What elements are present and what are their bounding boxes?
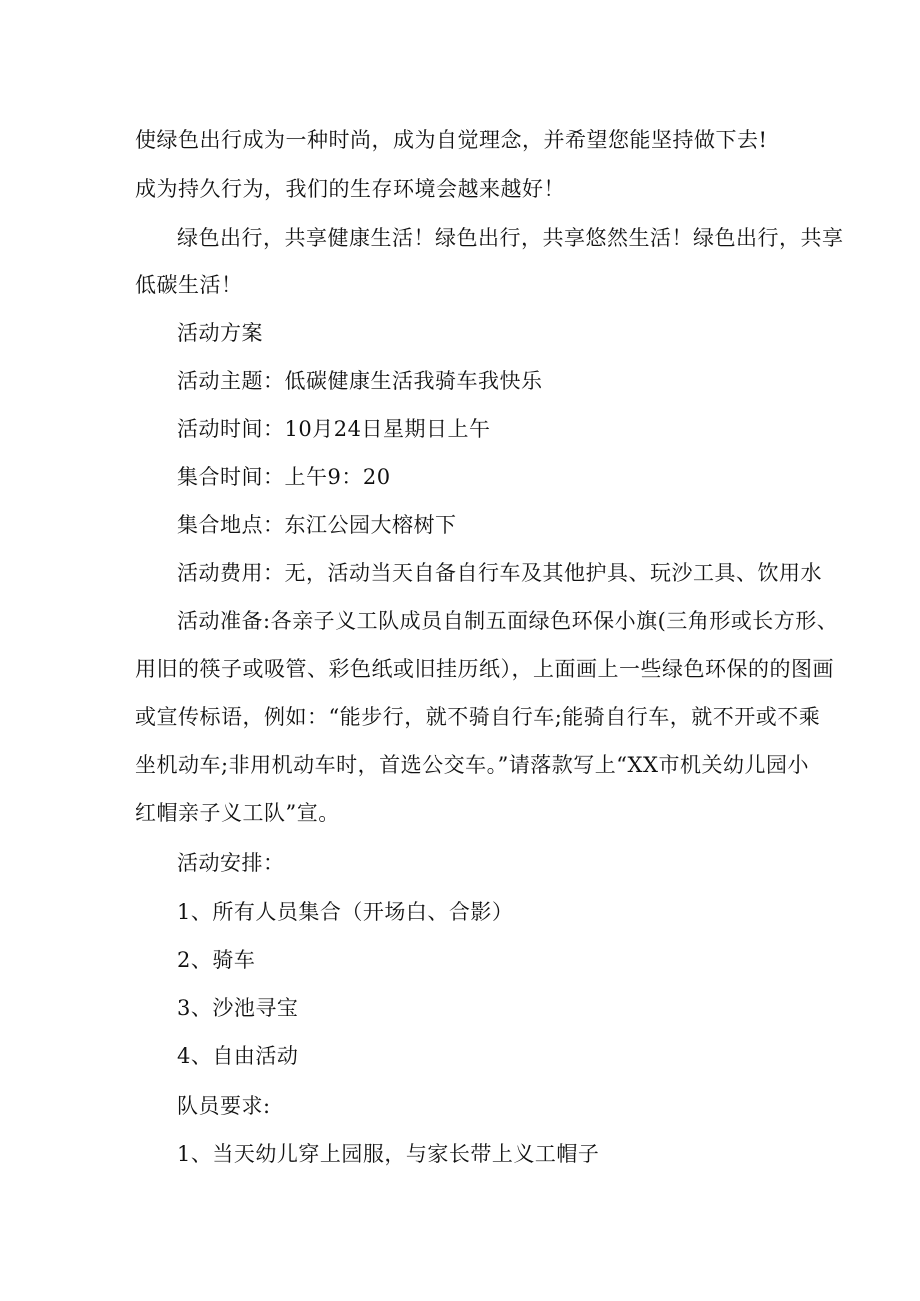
activity-cost: 活动费用：无，活动当天自备自行车及其他护具、玩沙工具、饮用水 bbox=[177, 561, 822, 585]
paragraph-line: 绿色出行，共享健康生活！绿色出行，共享悠然生活！绿色出行，共享 bbox=[177, 226, 844, 250]
activity-preparation: 活动准备:各亲子义工队成员自制五面绿色环保小旗(三角形或长方形、 bbox=[177, 609, 839, 633]
gathering-time: 集合时间：上午9：20 bbox=[177, 465, 391, 489]
activity-time: 活动时间：10月24日星期日上午 bbox=[177, 417, 491, 441]
requirement-item: 1、当天幼儿穿上园服，与家长带上义工帽子 bbox=[177, 1142, 600, 1166]
paragraph-line: 用旧的筷子或吸管、彩色纸或旧挂历纸），上面画上一些绿色环保的的图画 bbox=[135, 657, 834, 681]
paragraph-line: 使绿色出行成为一种时尚，成为自觉理念，并希望您能坚持做下去! bbox=[135, 128, 768, 152]
schedule-item: 1、所有人员集合（开场白、合影） bbox=[177, 900, 514, 924]
paragraph-line: 红帽亲子义工队”宣。 bbox=[135, 801, 340, 825]
paragraph-line: 坐机动车;非用机动车时，首选公交车。”请落款写上“XX市机关幼儿园小 bbox=[135, 753, 809, 777]
paragraph-line: 低碳生活！ bbox=[135, 273, 243, 297]
schedule-item: 2、骑车 bbox=[177, 948, 256, 972]
section-heading: 活动方案 bbox=[177, 321, 263, 345]
schedule-heading: 活动安排： bbox=[177, 851, 285, 875]
activity-theme: 活动主题：低碳健康生活我骑车我快乐 bbox=[177, 369, 543, 393]
schedule-item: 3、沙池寻宝 bbox=[177, 996, 299, 1020]
paragraph-line: 或宣传标语，例如：“能步行，就不骑自行车;能骑自行车，就不开或不乘 bbox=[135, 705, 821, 729]
schedule-item: 4、自由活动 bbox=[177, 1044, 299, 1068]
gathering-place: 集合地点：东江公园大榕树下 bbox=[177, 513, 457, 537]
paragraph-line: 成为持久行为，我们的生存环境会越来越好！ bbox=[135, 177, 565, 201]
requirements-heading: 队员要求: bbox=[177, 1094, 271, 1118]
